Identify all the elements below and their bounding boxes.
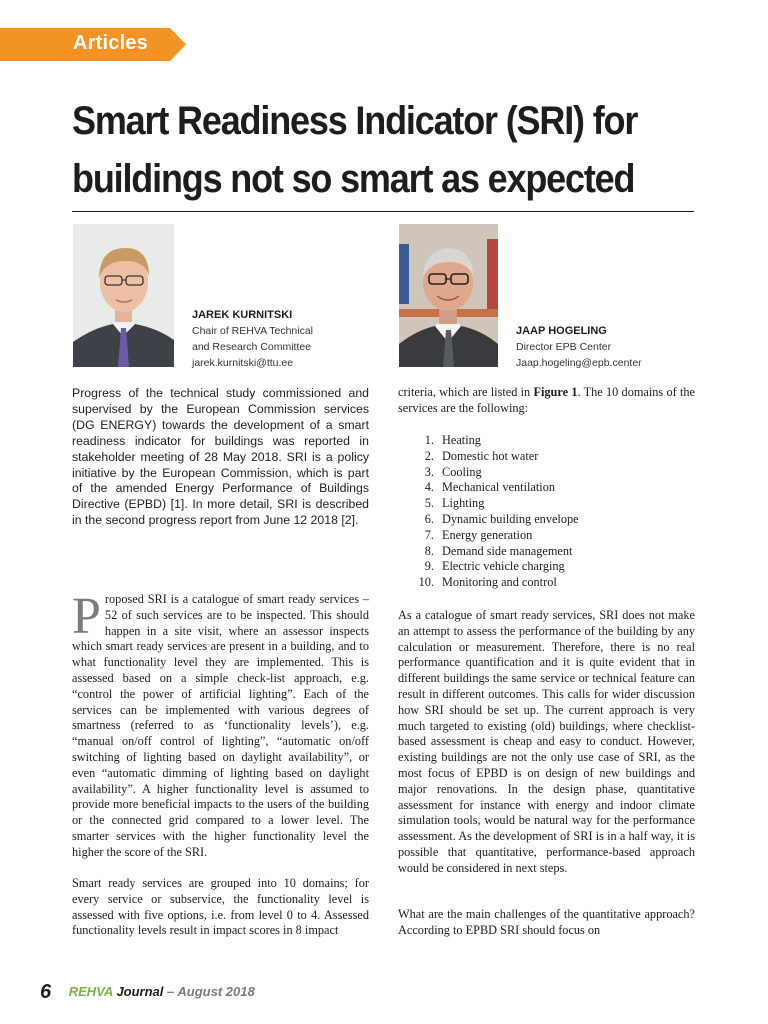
figure-reference: Figure 1 — [533, 385, 578, 399]
author-email: jarek.kurnitski@ttu.ee — [192, 357, 294, 369]
list-item — [410, 544, 579, 560]
author-role: Director EPB Center — [516, 341, 612, 353]
page-number: 6 — [40, 981, 52, 1003]
body-paragraph — [398, 385, 695, 417]
list-item — [410, 480, 579, 496]
list-label: Lighting — [442, 496, 485, 511]
list-label: Dynamic building envelope — [442, 511, 579, 526]
paragraph-text: roposed SRI is a catalogue of smart ready services – 52 of such services are to be inspected. This should happen in a site visit, where an assessor inspects which smart ready services are present in a building, and to what functionality level they are implemented. This is assessed based on a simple check-list approach, e.g. “control the power of artificial lighting”. Each of the services can be implemented with various degrees of smartness (referred to as ‘functionality levels’), e.g. “manual on/off control of lighting”, “automatic on/off switching of lighting based on daylight availability”, or even “automatic dimming of lighting based on daylight availability”. A higher functionality level is assumed to provide more beneficial impacts to the users of the building or the connected grid compared to a lower level. The smarter services with the higher functionality level the higher the score of the SRI. — [72, 592, 369, 859]
list-number: 3. — [424, 464, 434, 479]
journal-brand: REHVA — [68, 984, 113, 999]
body-paragraph: As a catalogue of smart ready services, SRI does not make an attempt to assess the performance of the building by any calculation or measurement. Therefore, there is no real performance quantification and it is quite evident that in different buildings the same service or technical feature can result in different outcomes. This calls for wider discussion how SRI should be set up. The current approach is very much targeted to existing (old) buildings, where checklist-based assessment is cheap and easy to conduct. However, existing buildings are not the only use case of SRI, as the most focus of EPBD is on design of new buildings and major renovations. In the design phase, quantitative assessment for instance with energy and indoor climate simulation tools, would be natural way for the performance assessment. As the development of SRI is in a half way, it is possible that quantitative, performance-based approach would be considered in next steps. — [398, 608, 695, 875]
title-divider — [72, 211, 694, 212]
list-label: Heating — [442, 433, 481, 447]
list-number: 2. — [424, 448, 434, 463]
author-photo-hogeling — [399, 224, 498, 367]
lead-paragraph: Progress of the technical study commissioned and supervised by the European Commission services (DG ENERGY) towards the development of a smart readiness indicator for buildings was reported in stakeholder meeting of 28 May 2018. SRI is a policy initiative by the European Commission, which is part of the amended Energy Performance of Buildings Directive (EPBD) [1]. In more detail, SRI is described in the second progress report from June 12 2018 [2]. — [72, 386, 369, 528]
author-name: JAAP HOGELING — [516, 325, 607, 337]
list-label: Cooling — [442, 464, 482, 479]
page-footer — [40, 981, 255, 1004]
list-item — [410, 449, 579, 465]
section-label: Articles — [73, 32, 148, 54]
paragraph-text: criteria, which are listed in — [398, 385, 534, 399]
author-email: Jaap.hogeling@epb.center — [516, 357, 642, 369]
body-paragraph: What are the main challenges of the quantitative approach? According to EPBD SRI should focus on — [398, 907, 695, 937]
list-number: 7. — [424, 527, 434, 542]
article-title: Smart Readiness Indicator (SRI) for buildings not so smart as expected — [72, 99, 638, 201]
list-number: 8. — [424, 543, 434, 558]
list-item — [410, 559, 579, 575]
author-block-hogeling — [516, 323, 642, 371]
section-tab — [0, 28, 186, 61]
author-name: JAREK KURNITSKI — [192, 309, 293, 321]
list-number: 10. — [418, 575, 434, 590]
list-label: Domestic hot water — [442, 448, 539, 463]
list-label: Energy generation — [442, 527, 533, 542]
list-item — [410, 433, 579, 449]
list-label: Demand side management — [442, 543, 573, 558]
list-item — [410, 512, 579, 528]
list-number: 1. — [424, 433, 434, 447]
author-role: Chair of REHVA Technical — [192, 325, 314, 337]
list-number: 6. — [424, 511, 434, 526]
list-label: Monitoring and control — [442, 575, 557, 590]
list-item — [410, 528, 579, 544]
list-item — [410, 465, 579, 481]
body-paragraph: Smart ready services are grouped into 10 domains; for every service or subservice, the functionality level is assessed with five options, i.e. from level 0 to 4. Assessed functionality levels result in impact scores in 8 impact — [72, 876, 369, 938]
domain-list — [410, 433, 579, 591]
list-label: Mechanical ventilation — [442, 480, 556, 495]
paragraph-text: . The 10 domains of the services are the following: — [398, 385, 696, 415]
list-item — [410, 496, 579, 512]
list-number: 5. — [424, 496, 434, 511]
list-number: 4. — [424, 480, 434, 495]
issue-date: – August 2018 — [167, 984, 255, 999]
drop-cap: P — [72, 588, 101, 645]
body-paragraph — [72, 588, 369, 861]
author-block-kurnitski — [192, 307, 313, 371]
list-label: Electric vehicle charging — [442, 559, 565, 574]
author-photo-kurnitski — [73, 224, 174, 367]
author-role: and Research Committee — [192, 341, 312, 353]
list-item — [410, 575, 579, 591]
list-number: 9. — [424, 559, 434, 574]
journal-name: Journal — [116, 984, 164, 999]
